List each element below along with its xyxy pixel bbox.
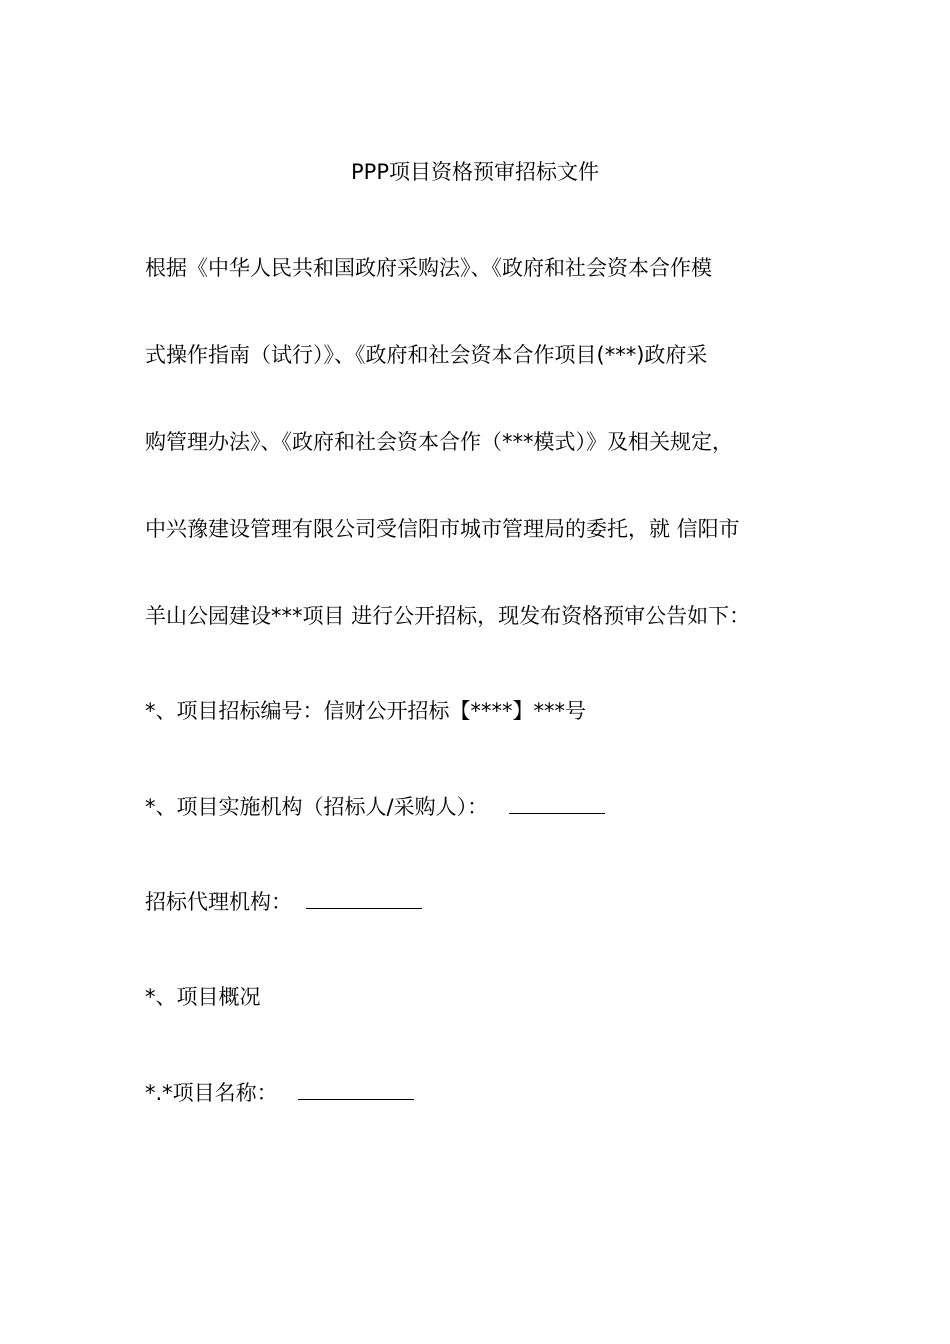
item-tender-agent-label: 招标代理机构： — [145, 890, 292, 914]
item-implementing-agency — [145, 791, 605, 823]
paragraph-line-1: 根据《中华人民共和国政府采购法》、《政府和社会资本合作模 — [145, 256, 712, 280]
paragraph-line-3: 购管理办法》、《政府和社会资本合作（***模式）》及相关规定， — [145, 430, 733, 454]
paragraph-line-4: 中兴豫建设管理有限公司受信阳市城市管理局的委托，就 信阳市 — [145, 517, 740, 541]
paragraph-line-2: 式操作指南（试行）》、《政府和社会资本合作项目(***)政府采 — [145, 343, 708, 367]
item-implementing-agency-label: *、项目实施机构（招标人/采购人）： — [145, 795, 489, 819]
item-project-overview: *、项目概况 — [145, 985, 261, 1009]
document-title: PPP项目资格预审招标文件 — [351, 160, 599, 184]
item-tender-agent — [145, 886, 422, 918]
paragraph-line-5: 羊山公园建设***项目 进行公开招标，现发布资格预审公告如下： — [145, 604, 751, 628]
project-name-blank — [298, 1077, 414, 1100]
item-project-name — [145, 1077, 414, 1109]
item-project-name-label: *.*项目名称： — [145, 1081, 278, 1105]
tender-agent-blank — [306, 886, 422, 909]
item-bid-number: *、项目招标编号：信财公开招标【****】***号 — [145, 699, 586, 723]
implementing-agency-blank — [509, 791, 605, 814]
